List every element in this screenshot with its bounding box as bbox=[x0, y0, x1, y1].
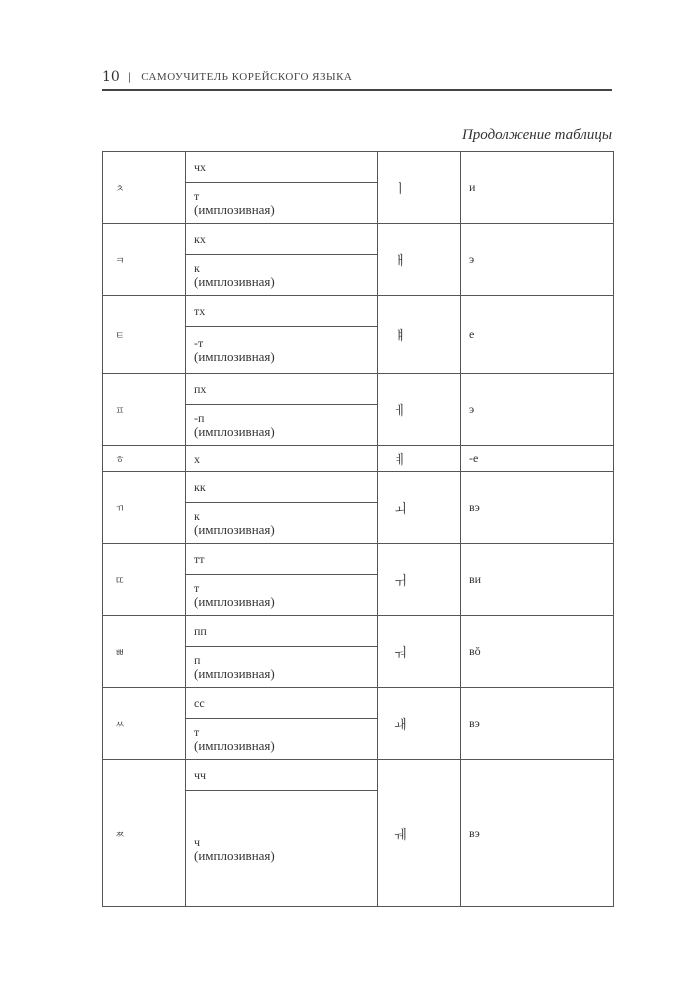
consonant-cell: ㅃ bbox=[103, 616, 186, 688]
alphabet-table-body bbox=[103, 152, 614, 907]
reading-cell bbox=[186, 296, 378, 327]
reading-text: п bbox=[194, 653, 201, 667]
consonant-cell: ㄸ bbox=[103, 544, 186, 616]
reading-text: -т bbox=[194, 336, 204, 350]
table-row bbox=[103, 688, 614, 719]
page-number: 10 bbox=[102, 69, 120, 85]
table-row bbox=[103, 760, 614, 791]
header-rule bbox=[102, 89, 612, 91]
reading-text: пх bbox=[194, 382, 207, 396]
consonant-cell: ㅌ bbox=[103, 296, 186, 374]
reading-cell bbox=[186, 152, 378, 183]
vowel-cell: ㅔ bbox=[378, 374, 461, 446]
consonant-cell: ㅊ bbox=[103, 152, 186, 224]
reading-text: т bbox=[194, 725, 200, 739]
table-row bbox=[103, 616, 614, 647]
implosive-note: (имплозивная) bbox=[194, 522, 275, 537]
running-title: САМОУЧИТЕЛЬ КОРЕЙСКОГО ЯЗЫКА bbox=[141, 71, 353, 83]
consonant-cell: ㅎ bbox=[103, 446, 186, 472]
vowel-reading-cell: э bbox=[461, 374, 614, 446]
reading-cell bbox=[186, 183, 378, 224]
reading-text: пп bbox=[194, 624, 207, 638]
implosive-note: (имплозивная) bbox=[194, 738, 275, 753]
implosive-note: (имплозивная) bbox=[194, 202, 275, 217]
vowel-cell: ㅟ bbox=[378, 544, 461, 616]
reading-text: т bbox=[194, 189, 200, 203]
running-header bbox=[102, 66, 612, 88]
reading-text: -п bbox=[194, 411, 205, 425]
implosive-note: (имплозивная) bbox=[194, 274, 275, 289]
vowel-cell: ㅒ bbox=[378, 296, 461, 374]
reading-cell bbox=[186, 472, 378, 503]
reading-text: чх bbox=[194, 160, 207, 174]
consonant-cell: ㄲ bbox=[103, 472, 186, 544]
reading-cell bbox=[186, 575, 378, 616]
vowel-reading-cell: вэ bbox=[461, 688, 614, 760]
vowel-cell: ㅖ bbox=[378, 446, 461, 472]
reading-text: сс bbox=[194, 696, 205, 710]
vowel-cell: ㅣ bbox=[378, 152, 461, 224]
reading-cell bbox=[186, 544, 378, 575]
table-row bbox=[103, 472, 614, 503]
implosive-note: (имплозивная) bbox=[194, 594, 275, 609]
consonant-cell: ㅍ bbox=[103, 374, 186, 446]
table-row bbox=[103, 544, 614, 575]
vowel-reading-cell: ви bbox=[461, 544, 614, 616]
reading-cell bbox=[186, 760, 378, 791]
reading-cell bbox=[186, 503, 378, 544]
continuation-label: Продолжение таблицы bbox=[461, 127, 612, 143]
vowel-reading-cell: -е bbox=[461, 446, 614, 472]
vowel-cell: ㅙ bbox=[378, 688, 461, 760]
reading-text: тх bbox=[194, 304, 206, 318]
table-row bbox=[103, 296, 614, 327]
implosive-note: (имплозивная) bbox=[194, 666, 275, 681]
reading-cell bbox=[186, 446, 378, 472]
reading-text: тт bbox=[194, 552, 205, 566]
implosive-note: (имплозивная) bbox=[194, 349, 275, 364]
reading-text: ч bbox=[194, 834, 201, 849]
vowel-reading-cell: и bbox=[461, 152, 614, 224]
table-row bbox=[103, 224, 614, 255]
reading-cell bbox=[186, 224, 378, 255]
vowel-cell: ㅚ bbox=[378, 472, 461, 544]
reading-cell bbox=[186, 616, 378, 647]
implosive-note: (имплозивная) bbox=[194, 847, 275, 863]
table-row bbox=[103, 152, 614, 183]
vowel-reading-cell: вэ bbox=[461, 472, 614, 544]
consonant-cell: ㅋ bbox=[103, 224, 186, 296]
reading-cell bbox=[186, 688, 378, 719]
consonant-cell: ㅉ bbox=[103, 760, 186, 907]
vowel-cell: ㅝ bbox=[378, 616, 461, 688]
reading-cell bbox=[186, 719, 378, 760]
vowel-cell: ㅐ bbox=[378, 224, 461, 296]
alphabet-table bbox=[102, 151, 614, 907]
reading-text: к bbox=[194, 261, 200, 275]
reading-text: х bbox=[194, 451, 200, 466]
header-separator: | bbox=[127, 71, 132, 83]
implosive-note: (имплозивная) bbox=[194, 424, 275, 439]
reading-text: т bbox=[194, 581, 200, 595]
reading-cell bbox=[186, 327, 378, 374]
consonant-cell: ㅆ bbox=[103, 688, 186, 760]
reading-cell bbox=[186, 791, 378, 907]
vowel-reading-cell: э bbox=[461, 224, 614, 296]
reading-text: чч bbox=[194, 768, 207, 782]
vowel-reading-cell: е bbox=[461, 296, 614, 374]
reading-cell bbox=[186, 647, 378, 688]
reading-text: кк bbox=[194, 480, 206, 494]
vowel-cell: ㅞ bbox=[378, 760, 461, 907]
table-row bbox=[103, 446, 614, 472]
table-row bbox=[103, 374, 614, 405]
vowel-reading-cell: вŏ bbox=[461, 616, 614, 688]
reading-cell bbox=[186, 255, 378, 296]
reading-text: кх bbox=[194, 232, 206, 246]
reading-cell bbox=[186, 374, 378, 405]
reading-cell bbox=[186, 405, 378, 446]
vowel-reading-cell: вэ bbox=[461, 760, 614, 907]
reading-text: к bbox=[194, 509, 200, 523]
